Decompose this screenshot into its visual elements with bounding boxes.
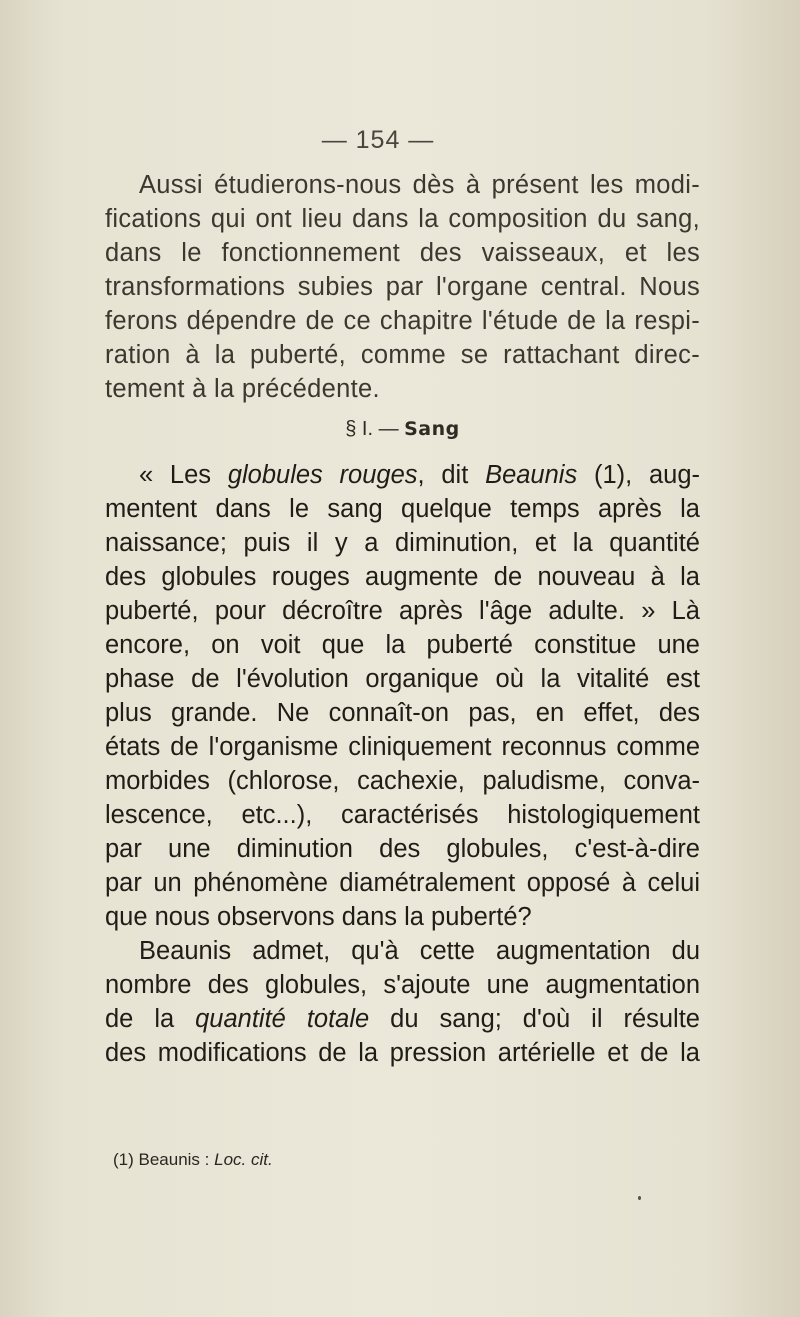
text-line: plus grande. Ne connaît-on pas, en effet, des: [105, 699, 700, 727]
page-number: — 154 —: [321, 126, 435, 154]
text-line: phase de l'évolution organique où la vitalité est: [105, 665, 700, 693]
section-marker: § I. —: [345, 418, 405, 440]
text-line: naissance; puis il y a diminution, et la quantité: [105, 529, 700, 557]
text-line: tement à la précédente.: [105, 375, 380, 403]
text-line: nombre des globules, s'ajoute une augmentation: [105, 971, 700, 999]
author-name: Beaunis: [485, 461, 578, 489]
text-fragment: de la: [105, 1005, 196, 1033]
text-line: des modifications de la pression artérielle et de la: [105, 1039, 700, 1067]
italic-term: globules rouges: [227, 461, 418, 489]
paper-speck: [638, 1196, 641, 1200]
text-line: [105, 1002, 700, 1036]
paragraph-quote: [105, 458, 700, 1070]
text-fragment: (1), aug-: [577, 461, 701, 489]
text-line: encore, on voit que la puberté constitue une: [105, 631, 700, 659]
text-line: transformations subies par l'organe central. Nous: [105, 273, 700, 301]
text-line: fications qui ont lieu dans la composition du sang,: [105, 205, 700, 233]
text-line: lescence, etc...), caractérisés histologiquement: [105, 801, 700, 829]
text-fragment: du sang; d'où il résulte: [369, 1005, 700, 1033]
text-line: ferons dépendre de ce chapitre l'étude de la respi-: [105, 307, 700, 335]
text-line: puberté, pour décroître après l'âge adulte. » Là: [105, 597, 700, 625]
text-fragment: , dit: [417, 461, 486, 489]
quote-open: « Les: [139, 461, 228, 489]
footnote-citation: Loc. cit.: [214, 1150, 273, 1169]
footnote-ref: (1) Beaunis :: [113, 1150, 215, 1169]
text-line: que nous observons dans la puberté?: [105, 903, 532, 931]
text-line: mentent dans le sang quelque temps après la: [105, 495, 700, 523]
text-line: ration à la puberté, comme se rattachant direc-: [105, 341, 700, 369]
text-line: des globules rouges augmente de nouveau à la: [105, 563, 700, 591]
footnote: [113, 1150, 273, 1170]
section-heading: [105, 418, 700, 441]
text-line: morbides (chlorose, cachexie, paludisme, conva-: [105, 767, 700, 795]
text-line: Aussi étudierons-nous dès à présent les modi-: [139, 171, 700, 199]
text-line: dans le fonctionnement des vaisseaux, et les: [105, 239, 700, 267]
text-line: par une diminution des globules, c'est-à-dire: [105, 835, 700, 863]
text-line: Beaunis admet, qu'à cette augmentation du: [139, 937, 700, 965]
text-line: états de l'organisme cliniquement reconnus comme: [105, 733, 700, 761]
text-line: par un phénomène diamétralement opposé à celui: [105, 869, 700, 897]
section-title: Sang: [404, 418, 460, 440]
italic-term: quantité totale: [195, 1005, 370, 1033]
paragraph-intro: [105, 168, 700, 406]
text-line: [105, 458, 700, 492]
